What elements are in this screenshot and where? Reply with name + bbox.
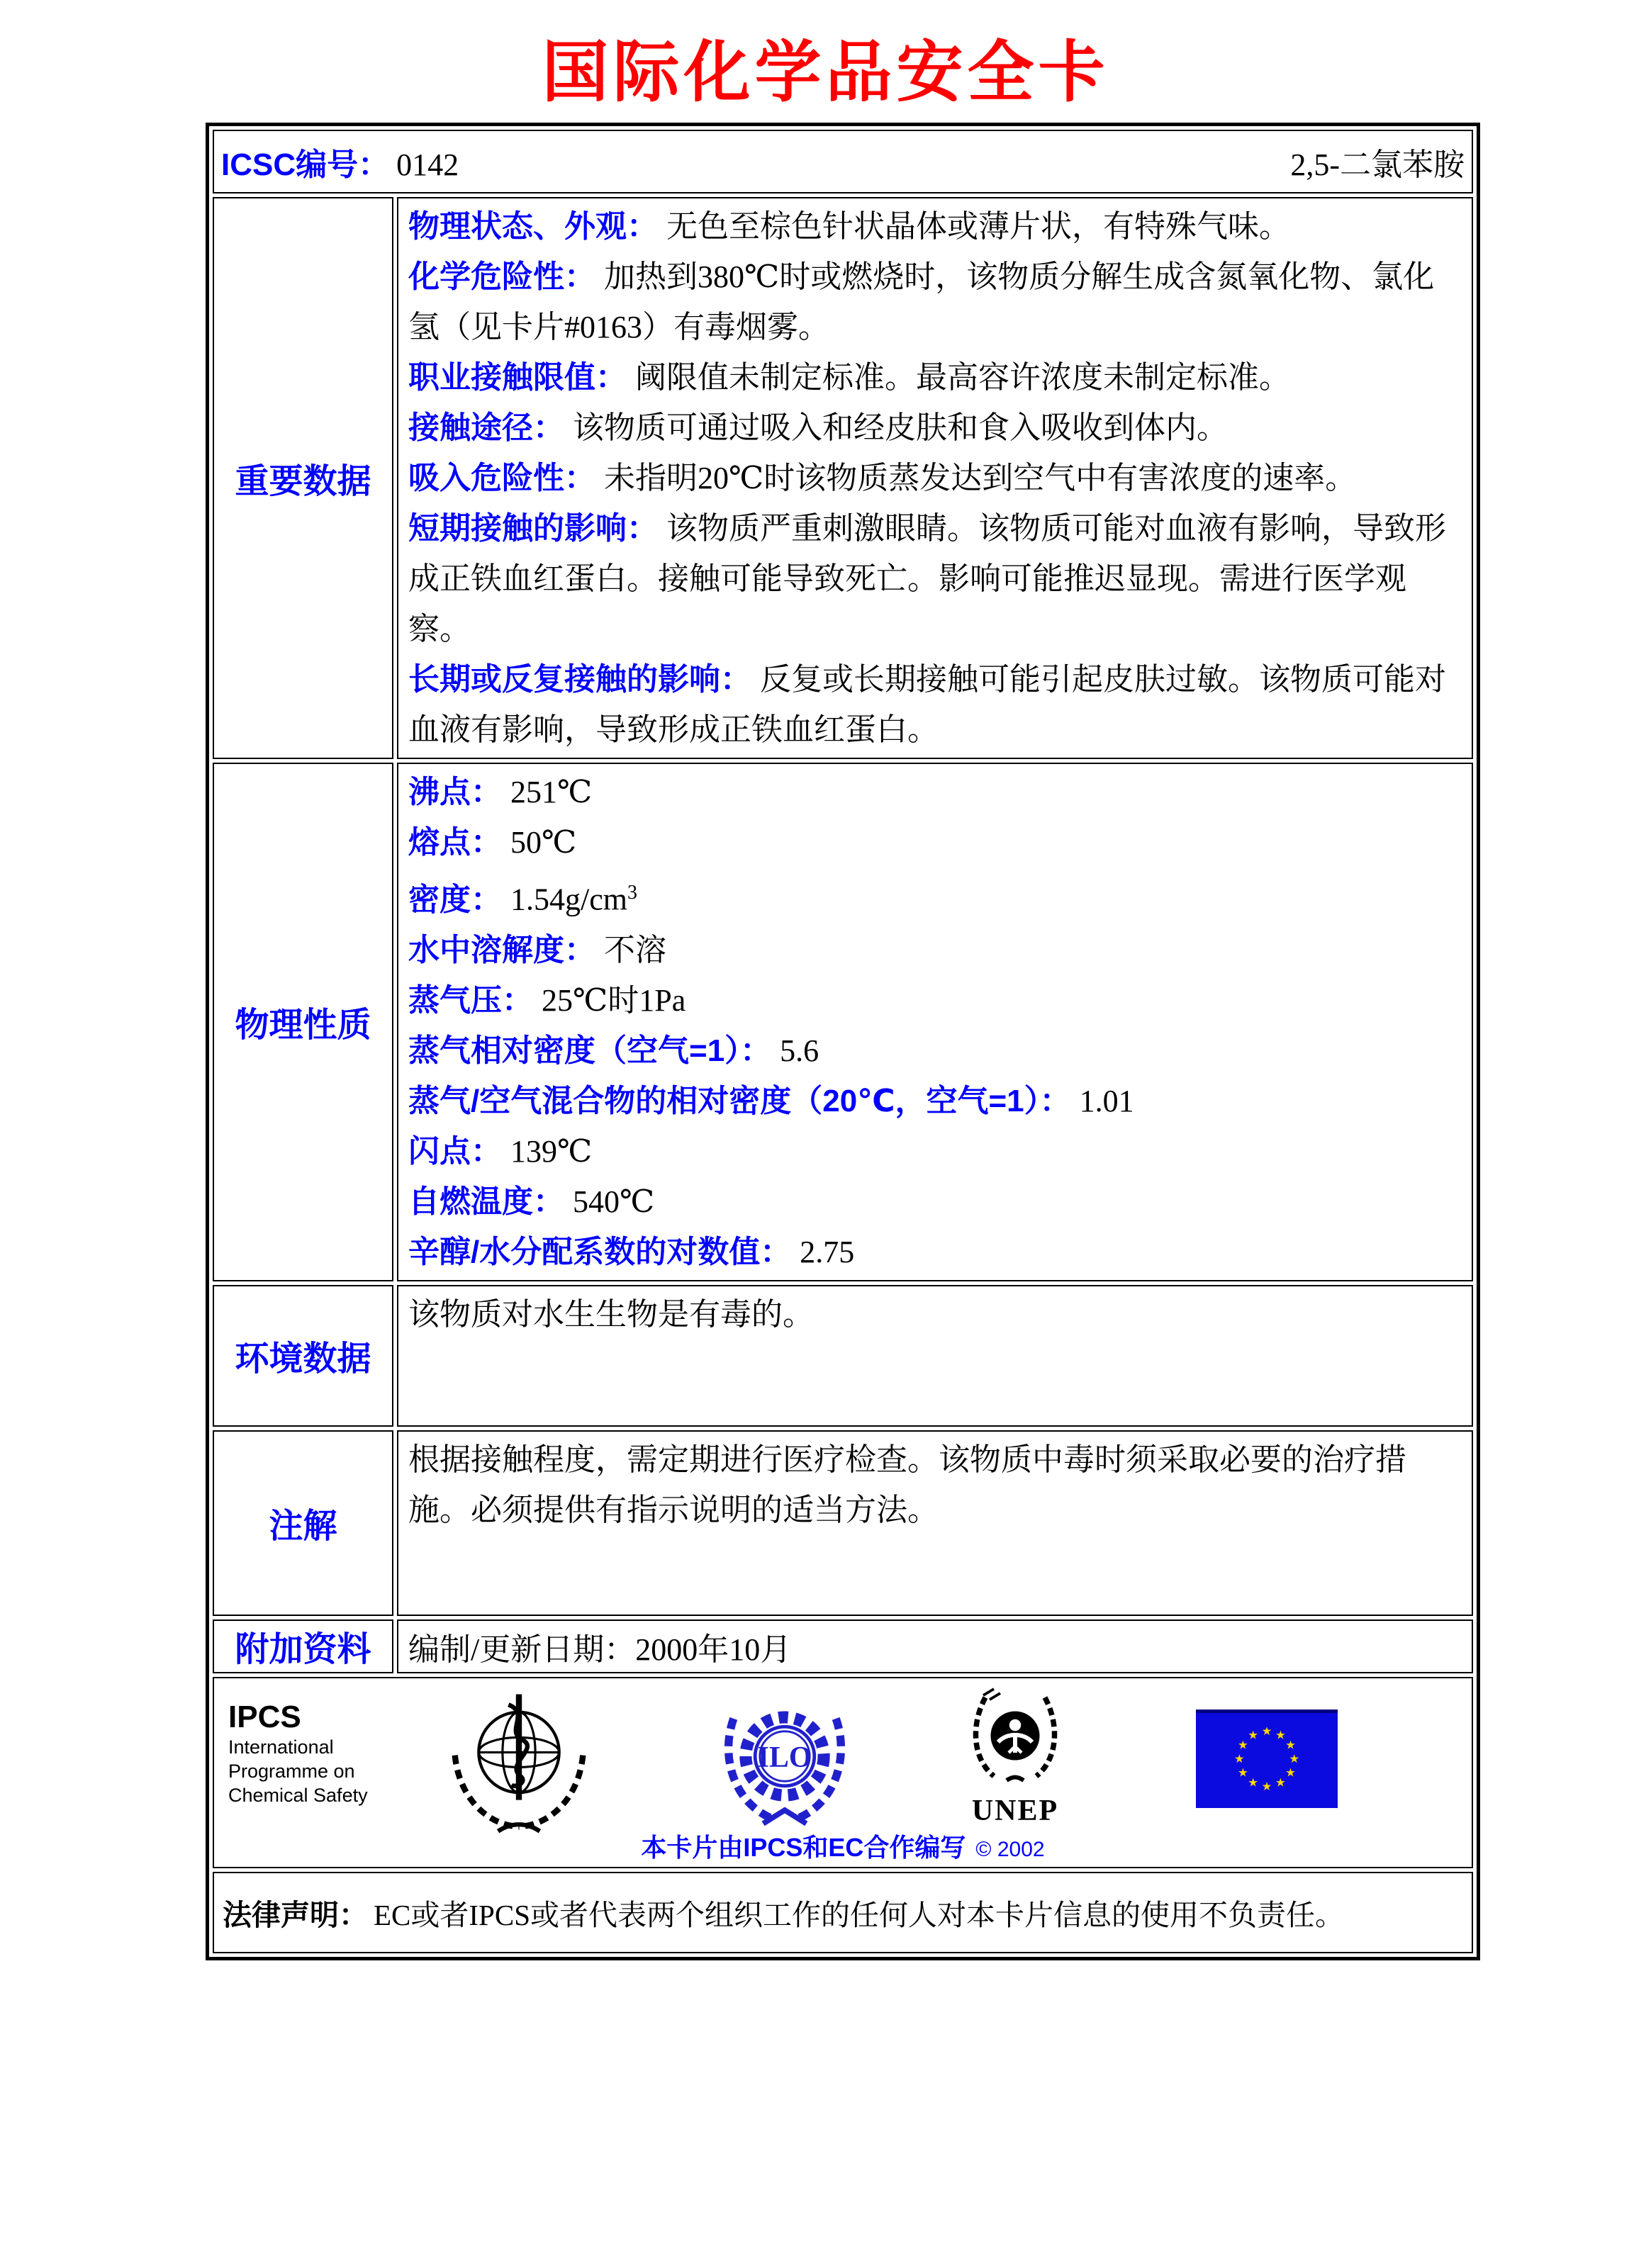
notes-text: 根据接触程度，需定期进行医疗检查。该物质中毒时须采取必要的治疗措施。必须提供有指示说明的适当方法。 [408, 1442, 1406, 1527]
data-item: 接触途径： 该物质可通过吸入和经皮肤和食入吸收到体内。 [408, 410, 1228, 445]
card-header-row [213, 130, 1473, 193]
caption-text: 本卡片由IPCS和EC合作编写 [641, 1832, 966, 1862]
icsc-number [221, 139, 459, 184]
svg-text:★: ★ [1248, 1775, 1258, 1790]
section-label-physical-properties: 物理性质 [213, 763, 393, 1281]
caption-copyright: © 2002 [975, 1837, 1045, 1861]
data-item: 长期或反复接触的影响： 反复或长期接触可能引起皮肤过敏。该物质可能对血液有影响，导致形成正铁血红蛋白。 [408, 662, 1446, 747]
svg-text:★: ★ [1285, 1738, 1296, 1752]
svg-text:★: ★ [1261, 1724, 1272, 1738]
ilo-wordmark: ILO [757, 1741, 812, 1774]
section-label-additional-info: 附加资料 [213, 1619, 393, 1673]
svg-text:★: ★ [1238, 1738, 1248, 1752]
svg-text:★: ★ [1275, 1775, 1286, 1790]
property-item: 自燃温度： 540℃ [408, 1184, 655, 1219]
environmental-text: 该物质对水生生物是有毒的。 [408, 1296, 814, 1332]
eu-flag-icon [1196, 1710, 1338, 1808]
property-item: 蒸气压： 25℃时1Pa [408, 982, 686, 1018]
notes-content [397, 1430, 1473, 1616]
logos-row [213, 1677, 1473, 1868]
environmental-data-row [213, 1285, 1473, 1427]
physical-properties-row [213, 763, 1473, 1281]
property-item: 蒸气/空气混合物的相对密度（20℃，空气=1）： 1.01 [408, 1083, 1134, 1118]
additional-info-row [213, 1619, 1473, 1673]
icsc-number-value: 0142 [396, 147, 459, 182]
property-item: 沸点： 251℃ [408, 775, 593, 809]
property-item: 密度： $1.54g/cm^3$ [408, 882, 637, 917]
property-item: 熔点： 50℃ [408, 825, 577, 860]
property-item: 水中溶解度： 不溶 [408, 932, 666, 967]
icsc-number-label: ICSC编号： [221, 147, 390, 182]
logos-cell [213, 1677, 1473, 1868]
property-item: 辛醇/水分配系数的对数值： 2.75 [408, 1234, 855, 1269]
ipcs-wordmark: IPCS International Programme on Chemical Safety [228, 1699, 368, 1806]
physical-properties-content [397, 763, 1473, 1281]
important-data-content [397, 197, 1473, 759]
page-title: 国际化学品安全卡 [542, 35, 1109, 109]
additional-info-content [397, 1619, 1473, 1673]
data-item: 化学危险性： 加热到380℃时或燃烧时，该物质分解生成含氮氧化物、氯化氢（见卡片#0163）有毒烟雾。 [408, 259, 1435, 344]
icsc-card-table [206, 123, 1480, 1960]
update-date-value: 2000年10月 [635, 1632, 792, 1667]
data-item: 吸入危险性： 未指明20℃时该物质蒸发达到空气中有害浓度的速率。 [408, 461, 1357, 495]
update-date-label: 编制/更新日期： [408, 1632, 636, 1667]
svg-text:★: ★ [1261, 1779, 1272, 1793]
svg-text:★: ★ [1289, 1751, 1300, 1765]
unep-logo-block [958, 1687, 1072, 1825]
legal-cell [213, 1872, 1473, 1953]
svg-text:★: ★ [1248, 1728, 1258, 1742]
svg-text:★: ★ [1238, 1765, 1248, 1780]
card-header-cell [213, 130, 1473, 193]
section-label-environmental-data: 环境数据 [213, 1285, 393, 1427]
legal-row [213, 1872, 1473, 1953]
svg-text:★: ★ [1233, 1751, 1245, 1765]
unep-logo-icon [962, 1687, 1068, 1793]
property-item: 蒸气相对密度（空气=1）： 5.6 [408, 1033, 819, 1068]
data-item: 职业接触限值： 阈限值未制定标准。最高容许浓度未制定标准。 [408, 360, 1290, 395]
section-label-important-data: 重要数据 [213, 197, 393, 759]
superscript: 3 [627, 882, 637, 904]
unep-wordmark: UNEP [971, 1794, 1059, 1827]
notes-row [213, 1430, 1473, 1616]
section-label-notes: 注解 [213, 1430, 393, 1616]
legal-text: EC或者IPCS或者代表两个组织工作的任何人对本卡片信息的使用不负责任。 [374, 1898, 1344, 1931]
card-caption [214, 1828, 1472, 1864]
property-item: 闪点： 139℃ [408, 1133, 593, 1169]
chemical-name: 2,5-二氯苯胺 [1290, 147, 1465, 182]
legal-label: 法律声明： [223, 1898, 368, 1931]
data-item: 短期接触的影响： 该物质严重刺激眼睛。该物质可能对血液有影响，导致形成正铁血红蛋白。接触可能导致死亡。影响可能推迟显现。需进行医学观察。 [408, 511, 1446, 646]
ilo-logo-icon [717, 1694, 852, 1832]
svg-text:★: ★ [1285, 1765, 1296, 1780]
svg-text:★: ★ [1275, 1728, 1286, 1742]
who-logo-icon [444, 1687, 593, 1836]
data-item: 物理状态、外观： 无色至棕色针状晶体或薄片状，有特殊气味。 [408, 209, 1290, 244]
environmental-data-content [397, 1285, 1473, 1427]
ipcs-acronym: IPCS [228, 1699, 301, 1734]
page [0, 18, 1651, 2268]
important-data-row [213, 197, 1473, 759]
